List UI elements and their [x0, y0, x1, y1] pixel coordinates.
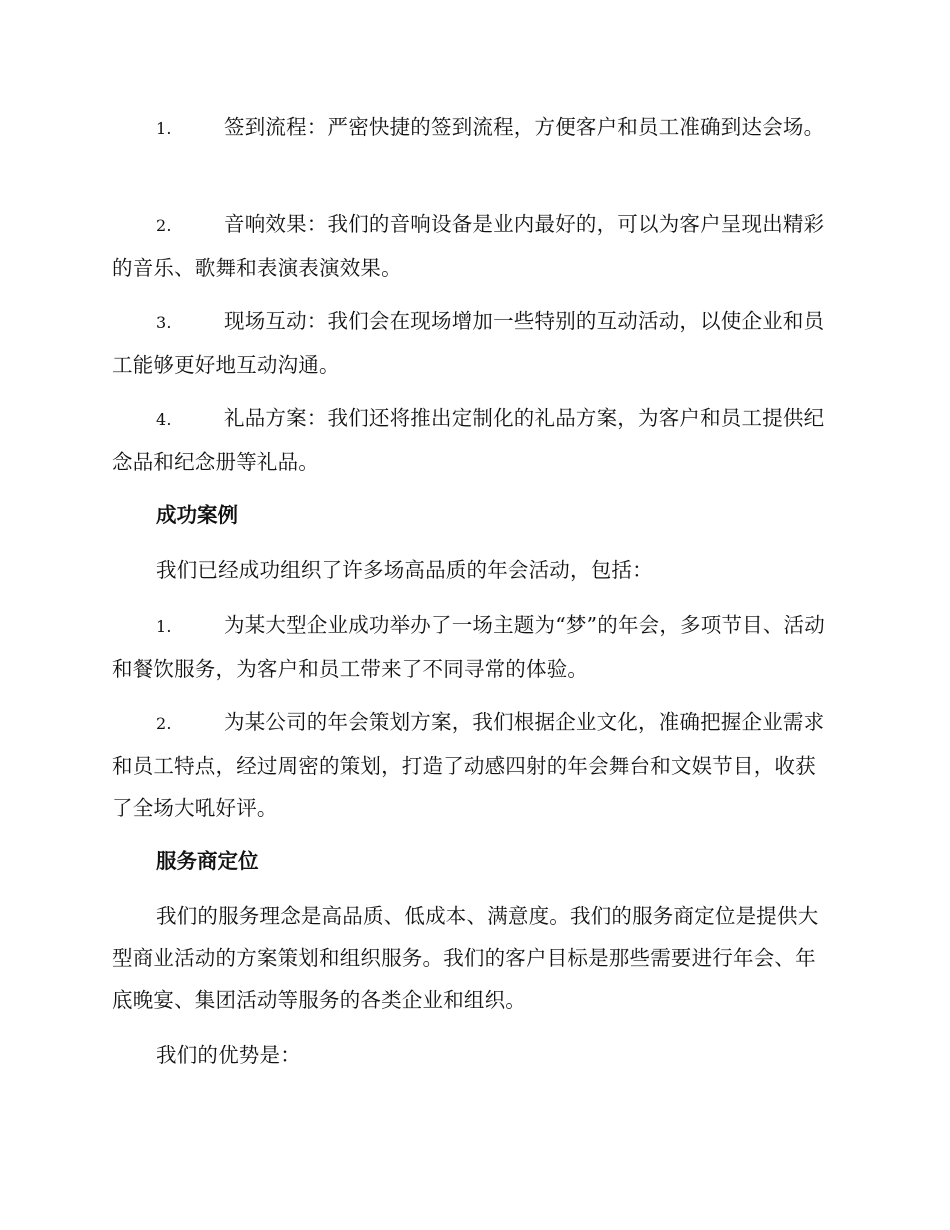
advantages-intro: 我们的优势是： [156, 1043, 301, 1067]
feature-item-3 [112, 300, 834, 386]
list-number: 1. [156, 617, 172, 636]
positioning-paragraph: 我们的服务理念是高品质、低成本、满意度。我们的服务商定位是提供大型商业活动的方案策划和组织服务。我们的客户目标是那些需要进行年会、年底晚宴、集团活动等服务的各类企业和组织。 [112, 904, 819, 1012]
list-number: 1. [156, 119, 172, 138]
feature-text: 现场互动：我们会在现场增加一些特别的互动活动，以使企业和员工能够更好地互动沟通。 [112, 309, 825, 377]
feature-item-2 [112, 203, 834, 289]
feature-text: 礼品方案：我们还将推出定制化的礼品方案，为客户和员工提供纪念品和纪念册等礼品。 [112, 406, 825, 474]
list-number: 3. [156, 313, 172, 332]
feature-text: 签到流程：严密快捷的签到流程，方便客户和员工准确到达会场。 [224, 115, 825, 139]
section-heading-success-cases: 成功案例 [156, 503, 238, 527]
list-number: 4. [156, 410, 172, 429]
case-text: 为某大型企业成功举办了一场主题为“梦”的年会，多项节目、活动和餐饮服务，为客户和员工带来了不同寻常的体验。 [112, 613, 825, 681]
section-heading-positioning: 服务商定位 [156, 849, 259, 873]
feature-item-4 [112, 397, 834, 483]
success-cases-intro: 我们已经成功组织了许多场高品质的年会活动，包括： [156, 558, 653, 582]
case-text: 为某公司的年会策划方案，我们根据企业文化，准确把握企业需求和员工特点，经过周密的策划，打造了动感四射的年会舞台和文娱节目，收获了全场大吼好评。 [112, 710, 825, 820]
list-number: 2. [156, 216, 172, 235]
feature-text: 音响效果：我们的音响设备是业内最好的，可以为客户呈现出精彩的音乐、歌舞和表演表演效果。 [112, 212, 825, 280]
case-item-1 [112, 604, 834, 690]
list-number: 2. [156, 714, 172, 733]
case-item-2 [112, 701, 834, 829]
feature-item-1 [112, 106, 834, 150]
